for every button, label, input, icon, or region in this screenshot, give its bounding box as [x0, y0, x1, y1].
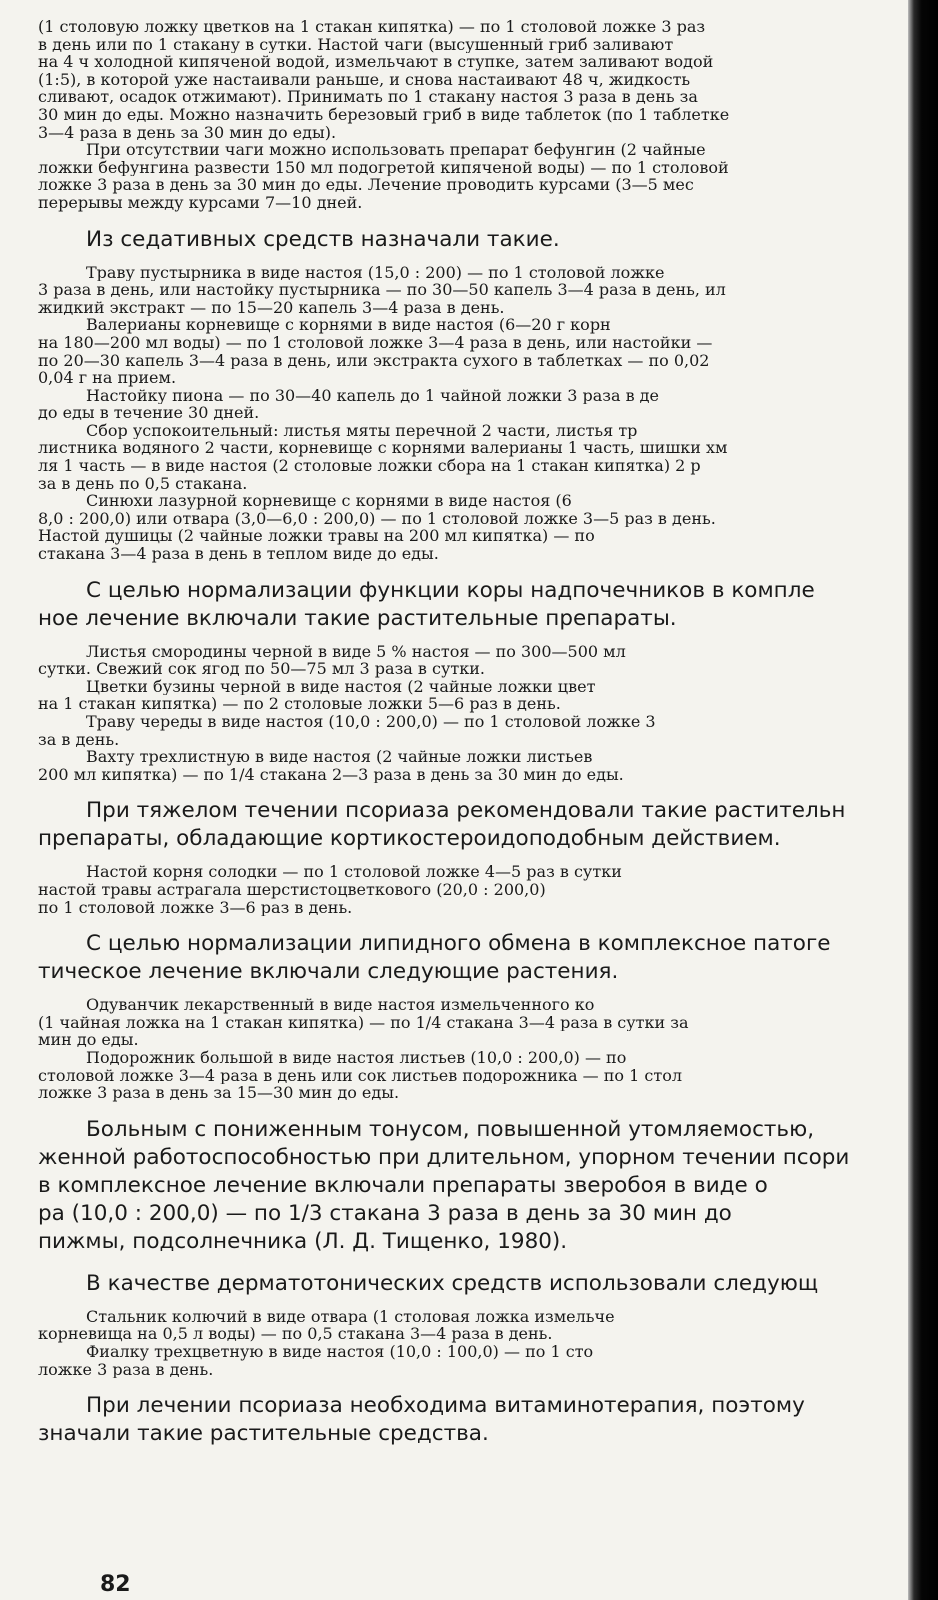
text-line: ложки бефунгина развести 150 мл подогретой кипяченой воды) — по 1 столовой [38, 158, 729, 177]
section-heading [38, 797, 900, 853]
text-line: С целью нормализации функции коры надпочечников в компле [86, 577, 815, 603]
text-line: ложке 3 раза в день. [38, 1360, 214, 1379]
book-page [38, 18, 900, 1598]
text-line: на 180—200 мл воды) — по 1 столовой ложке 3—4 раза в день, или настойки — [38, 333, 713, 352]
text-line: стакана 3—4 раза в день в теплом виде до еды. [38, 545, 439, 563]
paragraph [38, 316, 900, 386]
text-line: сутки. Свежий сок ягод по 50—75 мл 3 раза в сутки. [38, 660, 485, 678]
text-line: Траву пустырника в виде настоя (15,0 : 200) — по 1 столовой ложке [86, 263, 665, 282]
paragraph [38, 678, 900, 713]
section-heading [38, 226, 900, 254]
text-line: При тяжелом течении псориаза рекомендовали такие растительн [86, 798, 846, 824]
text-line: С целью нормализации липидного обмена в комплексное патоге [86, 931, 831, 957]
paragraph [38, 141, 900, 211]
text-line: 30 мин до еды. Можно назначить березовый гриб в виде таблеток (по 1 таблетке [38, 105, 730, 124]
paragraph [38, 713, 900, 748]
section-heading [38, 1392, 900, 1448]
text-line: Из седативных средств назначали такие. [86, 226, 560, 252]
page-number: 82 [100, 1572, 131, 1597]
text-line: женной работоспособностью при длительном, упорном течении псори [38, 1144, 850, 1170]
section-heading [38, 577, 900, 633]
paragraph [38, 18, 900, 141]
text-line: Больным с пониженным тонусом, повышенной утомляемостью, [86, 1116, 815, 1142]
text-line: пижмы, подсолнечника (Л. Д. Тищенко, 1980). [38, 1228, 568, 1254]
text-line: Цветки бузины черной в виде настоя (2 чайные ложки цвет [86, 677, 596, 696]
text-line: ля 1 часть — в виде настоя (2 столовые ложки сбора на 1 стакан кипятка) 2 р [38, 457, 701, 475]
text-line: (1 столовую ложку цветков на 1 стакан кипятка) — по 1 столовой ложке 3 раз [38, 18, 706, 36]
text-line: на 4 ч холодной кипяченой водой, измельчают в ступке, затем заливают водой [38, 53, 714, 71]
text-line: Подорожник большой в виде настоя листьев (10,0 : 200,0) — по [86, 1048, 627, 1067]
paragraph [38, 422, 900, 492]
paragraph [38, 1343, 900, 1378]
text-line: Листья смородины черной в виде 5 % настоя — по 300—500 мл [86, 642, 626, 661]
text-line: за в день. [38, 730, 120, 749]
text-line: 3—4 раза в день за 30 мин до еды). [38, 123, 337, 142]
paragraph [38, 264, 900, 317]
text-line: Настой душицы (2 чайные ложки травы на 200 мл кипятка) — по [38, 527, 595, 546]
paragraph [38, 1049, 900, 1102]
book-binding-shadow [908, 0, 938, 1600]
text-line: Сбор успокоительный: листья мяты перечной 2 части, листья тр [86, 421, 638, 440]
text-line: Вахту трехлистную в виде настоя (2 чайные ложки листьев [86, 748, 593, 766]
text-line: в комплексное лечение включали препараты зверобоя в виде о [38, 1172, 768, 1198]
text-line: Стальник колючий в виде отвара (1 столовая ложка измельче [86, 1307, 615, 1326]
text-line: перерывы между курсами 7—10 дней. [38, 193, 363, 212]
text-line: по 20—30 капель 3—4 раза в день, или экстракта сухого в таблетках — по 0,02 [38, 351, 710, 370]
text-line: жидкий экстракт — по 15—20 капель 3—4 раза в день. [38, 298, 505, 317]
text-line: Фиалку трехцветную в виде настоя (10,0 : 100,0) — по 1 сто [86, 1342, 594, 1361]
paragraph [38, 492, 900, 562]
text-line: мин до еды. [38, 1031, 139, 1049]
text-line: в день или по 1 стакану в сутки. Настой чаги (высушенный гриб заливают [38, 35, 674, 54]
text-line: Синюхи лазурной корневище с корнями в виде настоя (6 [86, 492, 572, 510]
text-line: Настой корня солодки — по 1 столовой ложке 4—5 раз в сутки [86, 863, 622, 881]
text-line: При отсутствии чаги можно использовать препарат бефунгин (2 чайные [86, 141, 706, 159]
text-line: по 1 столовой ложке 3—6 раз в день. [38, 898, 353, 917]
text-line: ное лечение включали такие растительные препараты. [38, 605, 677, 631]
paragraph [38, 996, 900, 1049]
text-line: тическое лечение включали следующие растения. [38, 959, 619, 985]
text-line: ра (10,0 : 200,0) — по 1/3 стакана 3 раза в день за 30 мин до [38, 1200, 732, 1226]
text-line: 0,04 г на прием. [38, 369, 177, 387]
text-line: 3 раза в день, или настойку пустырника — по 30—50 капель 3—4 раза в день, ил [38, 281, 726, 299]
paragraph [38, 863, 900, 916]
text-line: (1 чайная ложка на 1 стакан кипятка) — по 1/4 стакана 3—4 раза в сутки за [38, 1013, 689, 1032]
text-line: Настойку пиона — по 30—40 капель до 1 чайной ложки 3 раза в де [86, 386, 659, 405]
text-line: 8,0 : 200,0) или отвара (3,0—6,0 : 200,0) — по 1 столовой ложке 3—5 раз в день. [38, 509, 716, 528]
text-line: корневища на 0,5 л воды) — по 0,5 стакана 3—4 раза в день. [38, 1325, 553, 1343]
paragraph [38, 1308, 900, 1343]
text-line: препараты, обладающие кортикостероидоподобным действием. [38, 826, 781, 852]
text-line: Траву череды в виде настоя (10,0 : 200,0) — по 1 столовой ложке 3 [86, 713, 656, 731]
text-line: за в день по 0,5 стакана. [38, 474, 248, 493]
text-line: на 1 стакан кипятка) — по 2 столовые ложки 5—6 раз в день. [38, 695, 561, 713]
text-line: ложке 3 раза в день за 15—30 мин до еды. [38, 1084, 400, 1102]
section-heading [38, 930, 900, 986]
text-line: При лечении псориаза необходима витаминотерапия, поэтому [86, 1393, 805, 1419]
text-line: Валерианы корневище с корнями в виде настоя (6—20 г корн [86, 316, 611, 334]
section-heading [38, 1116, 900, 1256]
text-line: значали такие растительные средства. [38, 1421, 489, 1447]
text-line: столовой ложке 3—4 раза в день или сок листьев подорожника — по 1 стол [38, 1066, 682, 1085]
text-line: до еды в течение 30 дней. [38, 404, 260, 422]
text-line: сливают, осадок отжимают). Принимать по 1 стакану настоя 3 раза в день за [38, 88, 698, 106]
section-heading [38, 1270, 900, 1298]
text-line: настой травы астрагала шерстистоцветкового (20,0 : 200,0) [38, 880, 546, 899]
paragraph [38, 387, 900, 422]
text-line: В качестве дерматотонических средств использовали следующ [86, 1270, 819, 1296]
text-line: листника водяного 2 части, корневище с корнями валерианы 1 часть, шишки хм [38, 439, 728, 458]
text-line: ложке 3 раза в день за 30 мин до еды. Лечение проводить курсами (3—5 мес [38, 176, 694, 194]
text-line: (1:5), в которой уже настаивали раньше, и снова настаивают 48 ч, жидкость [38, 70, 691, 89]
text-line: 200 мл кипятка) — по 1/4 стакана 2—3 раза в день за 30 мин до еды. [38, 765, 624, 784]
paragraph [38, 643, 900, 678]
paragraph [38, 748, 900, 783]
text-line: Одуванчик лекарственный в виде настоя измельченного ко [86, 996, 595, 1014]
